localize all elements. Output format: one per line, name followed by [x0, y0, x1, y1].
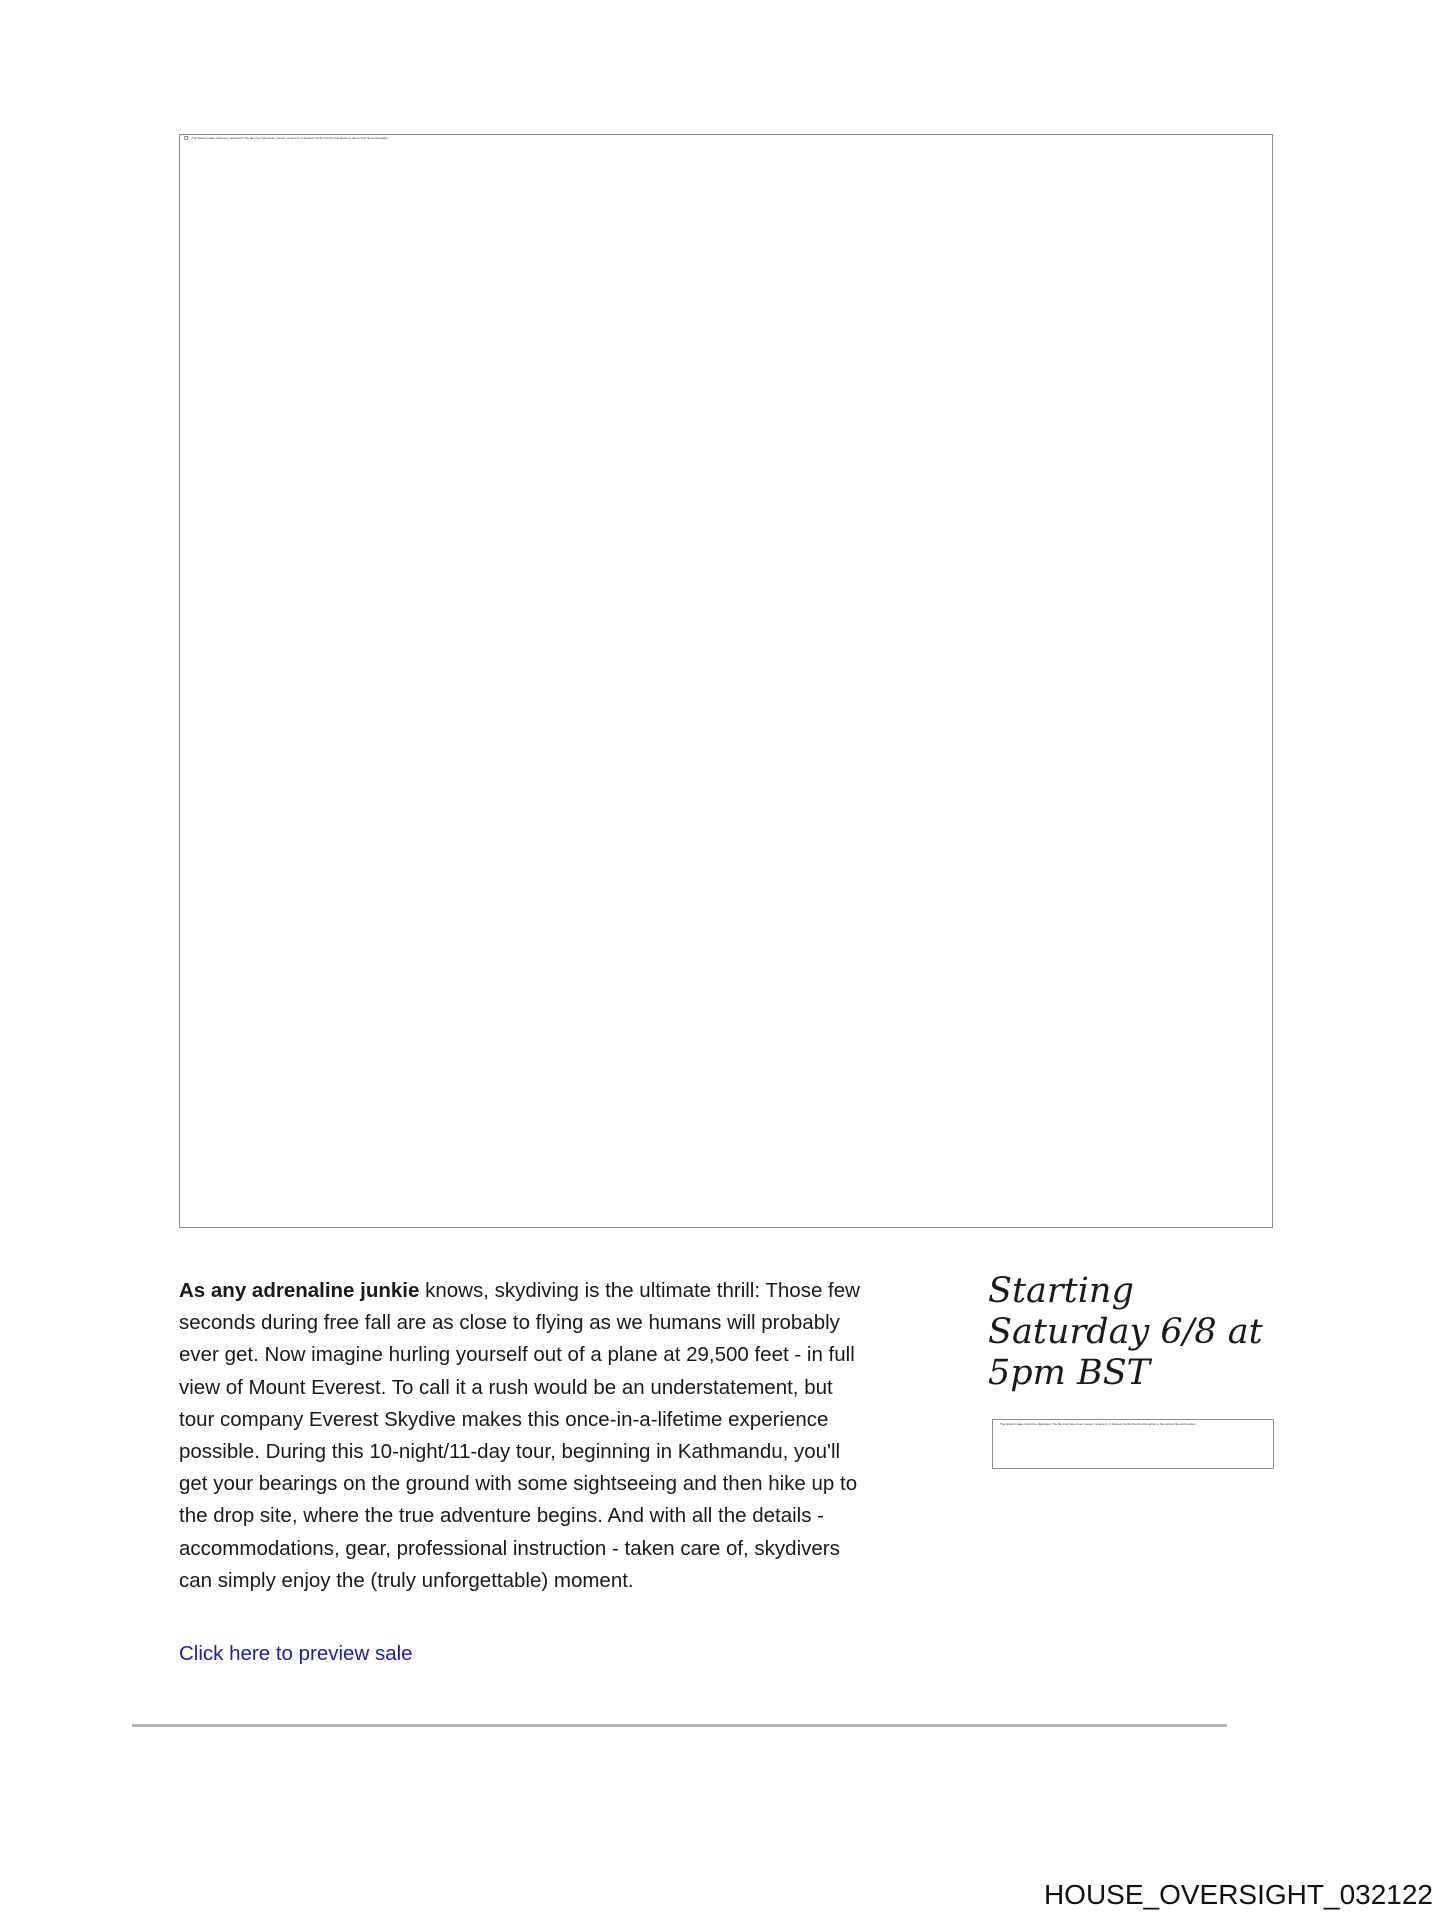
secondary-image-caption: The linked image cannot be displayed. The file may have been moved, renamed, or deleted. Verify that the link points to the correct file and location.: [1000, 1422, 1197, 1426]
hero-image-error: [184, 136, 389, 140]
section-divider: [132, 1724, 1227, 1727]
sale-start-heading: Starting Saturday 6/8 at 5pm BST: [988, 1271, 1263, 1393]
article-lead: As any adrenaline junkie: [179, 1279, 420, 1302]
preview-sale-link[interactable]: Click here to preview sale: [179, 1642, 413, 1665]
hero-image-placeholder: [179, 134, 1273, 1228]
hero-image-caption: The linked image cannot be displayed. The file may have been moved, renamed, or deleted. Verify that the link points to the correct file and location.: [192, 136, 389, 140]
broken-image-icon: [184, 136, 188, 140]
secondary-image-placeholder: [992, 1419, 1274, 1469]
article-body: [179, 1275, 871, 1597]
article-text: knows, skydiving is the ultimate thrill: Those few seconds during free fall are as close to flying as we humans will probably ever get. Now imagine hurling yourself out of a plane at 29,500 feet - in full view of Mount Everest. To call it a rush would be an understatement, but tour company Everest Skydive makes this once-in-a-lifetime experience possible. During this 10-night/11-day tour, beginning in Kathmandu, you'll get your bearings on the ground with some sightseeing and then hike up to the drop site, where the true adventure begins. And with all the details - accommodations, gear, professional instruction - taken care of, skydivers can simply enjoy the (truly unforgettable) moment.: [179, 1279, 860, 1592]
document-id: HOUSE_OVERSIGHT_032122: [1043, 1879, 1433, 1910]
